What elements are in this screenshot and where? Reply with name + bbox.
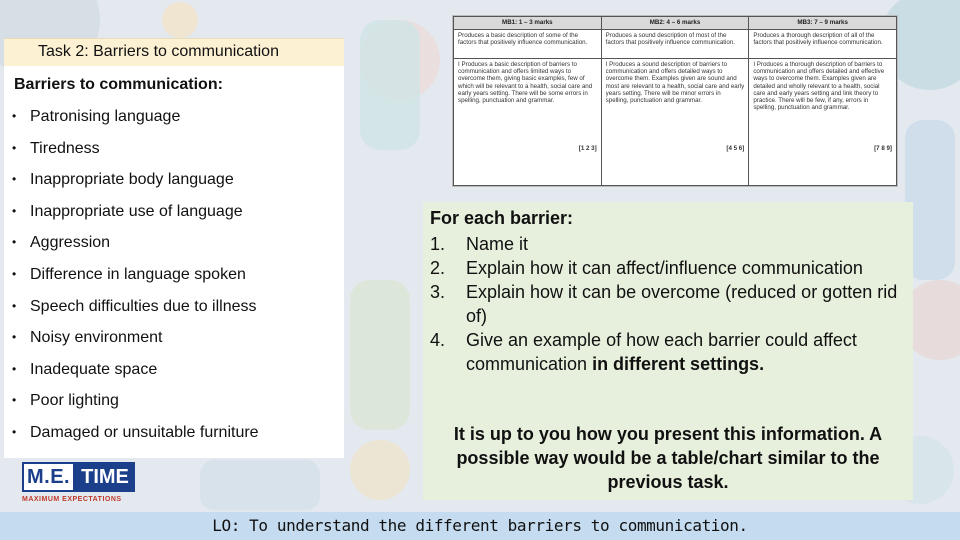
logo-tagline: MAXIMUM EXPECTATIONS [22,496,122,503]
mark-range: [1 2 3] [578,145,597,152]
list-item: 1. Name it [430,234,529,254]
table-cell: Produces a basic description of some of the factors that positively influence communication. [454,30,602,59]
table-cell: Produces a sound description of most of the factors that positively influence communication. [601,30,749,59]
list-item: • Tiredness [12,139,100,157]
barriers-panel [4,66,344,458]
learning-objective-bar [0,512,960,540]
list-item: • Noisy environment [12,329,163,347]
barriers-heading: Barriers to communication: [14,76,223,93]
task-title: Task 2: Barriers to communication [4,38,344,66]
list-item: • Difference in language spoken [12,265,246,283]
mark-range: [4 5 6] [726,145,745,152]
list-item: 4. Give an example of how each barrier could affect communication in different settings. [430,330,857,374]
logo-time-text: TIME [75,462,135,492]
table-cell: I Produces a thorough description of barriers to communication and offers detailed and effective ways to overcome them. Examples given are detailed and wholly relevant to a health, social care and early years setting and link theory to practice. There will be few, if any, errors in spelling, punctuation and grammar. [7 8 9] [749,59,897,186]
table-header: MB1: 1 – 3 marks [454,17,602,30]
table-cell: I Produces a sound description of barriers to communication and offers detailed ways to overcome them. Examples given are sound and most are relevant to a health, social care and early years setting. There will be minor errors in spelling, punctuation and grammar. [4 5 6] [601,59,749,186]
list-item: • Speech difficulties due to illness [12,297,257,315]
list-item: • Patronising language [12,108,181,125]
list-item: • Inadequate space [12,360,158,378]
table-header: MB3: 7 – 9 marks [749,17,897,30]
learning-objective: LO: To understand the different barriers to communication. [212,516,748,535]
list-item: • Aggression [12,234,111,252]
list-item: 2. Explain how it can affect/influence communication [430,258,863,278]
table-header: MB2: 4 – 6 marks [601,17,749,30]
list-item: • Damaged or unsuitable furniture [12,423,259,441]
logo-me-text: M.E. [22,462,75,492]
instructions-closing: It is up to you how you present this information. A possible way would be a table/chart similar to the previous task. [453,424,883,492]
mark-range: [7 8 9] [874,145,892,152]
instructions-panel [423,202,913,500]
me-time-logo [22,462,142,508]
list-item: • Poor lighting [12,392,119,410]
instructions-steps [430,232,910,376]
barriers-list [12,106,259,454]
list-item: • Inappropriate body language [12,171,234,189]
table-cell: Produces a thorough description of all of the factors that positively influence communication. [749,30,897,59]
list-item: 3. Explain how it can be overcome (reduced or gotten rid of) [430,282,898,326]
list-item: • Inappropriate use of language [12,202,243,220]
table-cell: I Produces a basic description of barriers to communication and offers limited ways to overcome them, giving basic examples, few of which will be relevant to a health, social care and early years setting. There will be some errors in spelling, punctuation and grammar. [1 2 3] [454,59,602,186]
mark-scheme-table [452,15,898,187]
instructions-heading: For each barrier: [430,208,574,228]
